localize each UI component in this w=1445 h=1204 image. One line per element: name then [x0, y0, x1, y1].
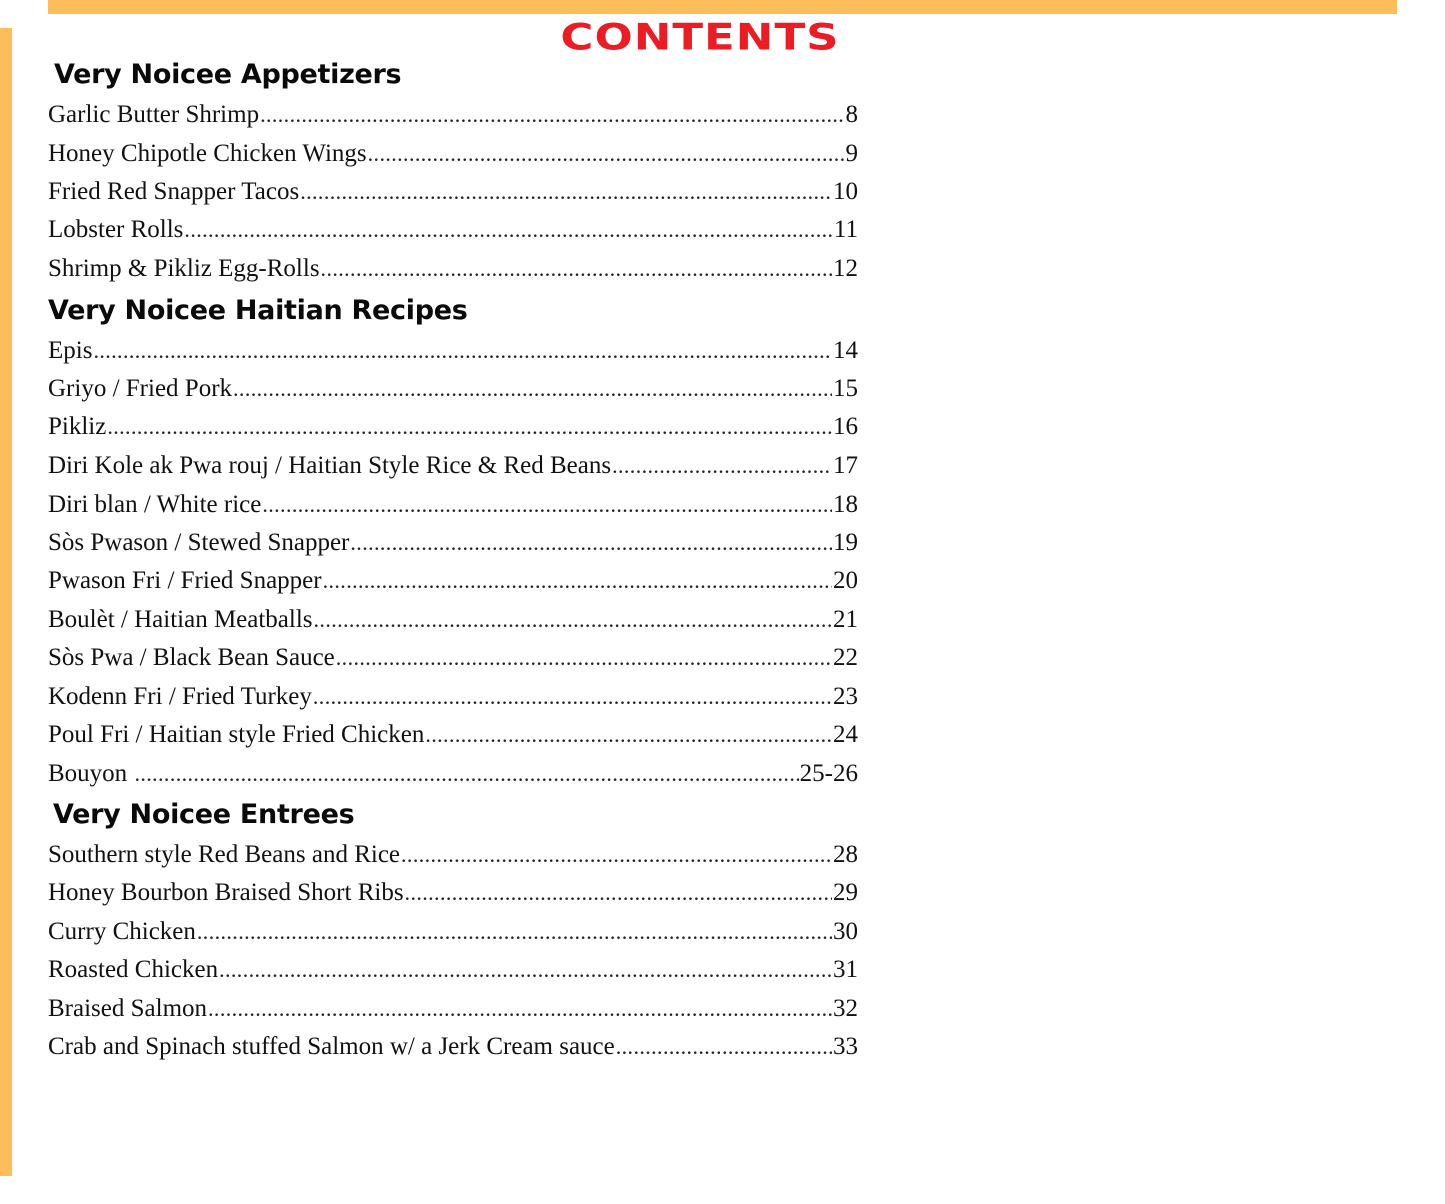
toc-entry[interactable]: [48, 252, 858, 286]
toc-entry-label: Southern style Red Beans and Rice: [48, 841, 401, 868]
page-title: CONTENTS: [560, 14, 840, 59]
toc-entry-label: Griyo / Fried Pork: [48, 375, 233, 402]
dot-leader: [368, 137, 845, 171]
toc-entry-label: Diri Kole ak Pwa rouj / Haitian Style Rice & Red Beans: [48, 452, 612, 479]
toc-entry-page: 30: [833, 918, 858, 945]
toc-entry-page: 23: [833, 683, 858, 710]
toc-entry[interactable]: [48, 137, 858, 171]
dot-leader: [323, 564, 832, 598]
toc-entry-page: 24: [833, 721, 858, 748]
toc-entry-label: Boulèt / Haitian Meatballs: [48, 606, 313, 633]
dot-leader: [313, 680, 832, 714]
dot-leader: [107, 410, 832, 444]
toc-entry-page: 33: [833, 1033, 858, 1060]
toc-entry-label: Poul Fri / Haitian style Fried Chicken: [48, 721, 425, 748]
toc-entry-label: Fried Red Snapper Tacos: [48, 178, 300, 205]
toc-entry[interactable]: [48, 564, 858, 598]
toc-entry[interactable]: [48, 757, 858, 791]
toc-entry-label: Pikliz: [48, 413, 107, 440]
dot-leader: [336, 641, 832, 675]
toc-entry[interactable]: [48, 641, 858, 675]
dot-leader: [321, 252, 832, 286]
dot-leader: [425, 718, 832, 752]
toc-entry[interactable]: [48, 175, 858, 209]
toc-entry[interactable]: [48, 372, 858, 406]
toc-entry[interactable]: [48, 915, 858, 949]
toc-entry-page: 22: [833, 644, 858, 671]
toc-entry-page: 8: [845, 101, 858, 128]
left-accent-bar: [0, 28, 12, 1176]
toc-entry[interactable]: [48, 680, 858, 714]
section-heading-haitian-recipes: Very Noicee Haitian Recipes: [48, 295, 468, 326]
toc-entry-label: Lobster Rolls: [48, 216, 184, 243]
toc-entry[interactable]: [48, 213, 858, 247]
dot-leader: [197, 915, 832, 949]
toc-entry[interactable]: [48, 488, 858, 522]
dot-leader: [314, 603, 832, 637]
toc-entry[interactable]: [48, 526, 858, 560]
toc-entry[interactable]: [48, 98, 858, 132]
toc-entry-label: Kodenn Fri / Fried Turkey: [48, 683, 312, 710]
toc-entry[interactable]: [48, 718, 858, 752]
toc-entry-label: Sòs Pwason / Stewed Snapper: [48, 529, 350, 556]
toc-entry-page: 14: [833, 337, 858, 364]
toc-entry-label: Epis: [48, 337, 93, 364]
toc-entry-label: Diri blan / White rice: [48, 491, 262, 518]
dot-leader: [233, 372, 832, 406]
toc-entry-label: Roasted Chicken: [48, 956, 219, 983]
dot-leader: [93, 334, 832, 368]
dot-leader: [260, 98, 844, 132]
toc-entry-page: 31: [833, 956, 858, 983]
toc-entry[interactable]: [48, 876, 858, 910]
toc-entry[interactable]: [48, 992, 858, 1026]
toc-entry-page: 17: [833, 452, 858, 479]
toc-entry[interactable]: [48, 1030, 858, 1064]
toc-entry-page: 9: [845, 140, 858, 167]
top-accent-bar: [48, 0, 1397, 14]
dot-leader: [616, 1030, 832, 1064]
dot-leader: [405, 876, 832, 910]
section-heading-entrees: Very Noicee Entrees: [53, 799, 355, 830]
toc-entry-page: 21: [833, 606, 858, 633]
toc-entry-label: Shrimp & Pikliz Egg-Rolls: [48, 255, 320, 282]
toc-entry-page: 16: [833, 413, 858, 440]
toc-entry-label: Crab and Spinach stuffed Salmon w/ a Jerk Cream sauce: [48, 1033, 615, 1060]
toc-entry[interactable]: [48, 410, 858, 444]
toc-entry-page: 25-26: [799, 760, 858, 787]
toc-entry[interactable]: [48, 603, 858, 637]
toc-entry-page: 12: [833, 255, 858, 282]
toc-entry-page: 10: [833, 178, 858, 205]
toc-entry-label: Sòs Pwa / Black Bean Sauce: [48, 644, 335, 671]
dot-leader: [208, 992, 832, 1026]
dot-leader: [612, 449, 832, 483]
toc-entry-label: Braised Salmon: [48, 995, 208, 1022]
toc-entry[interactable]: [48, 838, 858, 872]
section-heading-appetizers: Very Noicee Appetizers: [54, 59, 402, 90]
dot-leader: [184, 213, 833, 247]
toc-entry-page: 20: [833, 567, 858, 594]
dot-leader: [219, 953, 832, 987]
toc-entry-page: 19: [833, 529, 858, 556]
toc-entry-page: 15: [833, 375, 858, 402]
toc-entry-label: Garlic Butter Shrimp: [48, 101, 260, 128]
toc-entry[interactable]: [48, 449, 858, 483]
dot-leader: [401, 838, 832, 872]
dot-leader: [300, 175, 832, 209]
toc-entry[interactable]: [48, 334, 858, 368]
toc-entry-label: Bouyon: [48, 760, 134, 787]
dot-leader: [134, 757, 798, 791]
toc-entry-label: Curry Chicken: [48, 918, 196, 945]
toc-entry[interactable]: [48, 953, 858, 987]
toc-entry-page: 32: [833, 995, 858, 1022]
toc-entry-label: Pwason Fri / Fried Snapper: [48, 567, 322, 594]
dot-leader: [262, 488, 832, 522]
dot-leader: [350, 526, 832, 560]
toc-entry-label: Honey Bourbon Braised Short Ribs: [48, 879, 404, 906]
toc-entry-page: 28: [833, 841, 858, 868]
toc-entry-page: 29: [833, 879, 858, 906]
toc-entry-page: 18: [833, 491, 858, 518]
toc-entry-label: Honey Chipotle Chicken Wings: [48, 140, 367, 167]
toc-entry-page: 11: [833, 216, 858, 243]
